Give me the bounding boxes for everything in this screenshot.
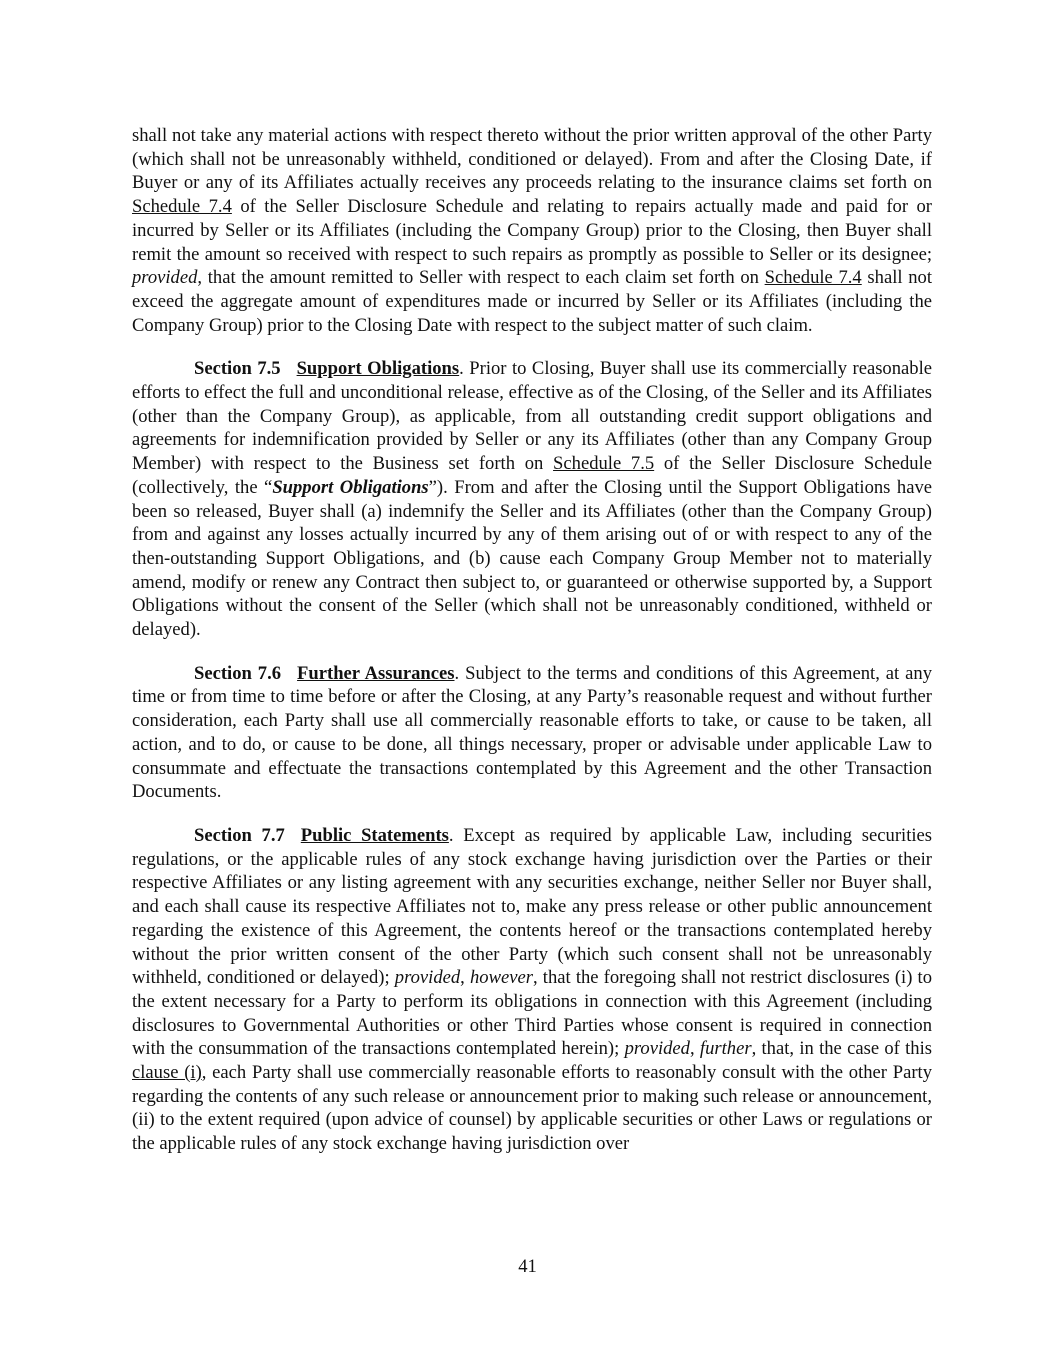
section-title: Support Obligations: [296, 358, 460, 380]
text: ,: [460, 967, 470, 989]
text: ,: [689, 1038, 700, 1060]
text: . Except as required by applicable Law, including securities regulations, or the applicable rules of any stock exchange having jurisdiction over the Parties or their respective Affiliates or any listing agreement with any securities exchange, neither Seller nor Buyer shall, and each shall cause its respective Affiliates not to, make any press release or other public announcement regarding the existence of this Agreement, the contents hereof or the transactions contemplated hereby without the prior written consent of the other Party (which such consent shall not be unreasonably withheld, conditioned or delayed);: [132, 824, 933, 989]
section-7-6-paragraph: [132, 662, 932, 804]
clause-reference: clause (i): [132, 1062, 202, 1084]
schedule-reference: Schedule 7.4: [764, 267, 862, 289]
text: shall not take any material actions with respect thereto without the prior written approval of the other Party (which shall not be unreasonably withheld, conditioned or delayed). From and after the Closing Date, if Buyer or any of its Affiliates actually receives any proceeds relating to the insurance claims set forth on: [132, 125, 932, 194]
schedule-reference: Schedule 7.4: [132, 196, 232, 218]
section-7-5-paragraph: [132, 357, 932, 641]
text: , that the amount remitted to Seller with respect to each claim set forth on: [197, 267, 765, 289]
text: of the Seller Disclosure Schedule and relating to repairs actually made and paid for or incurred by Seller or its Affiliates (including the Company Group) prior to the Closing, then Buyer shall remit the amount so received with respect to such repairs as promptly as possible to Seller or its designee;: [132, 196, 933, 265]
page-number: 41: [518, 1256, 537, 1277]
section-number: Section 7.5: [194, 358, 281, 380]
text: , each Party shall use commercially reasonable efforts to reasonably consult with the other Party regarding the contents of any such release or announcement prior to making such release or announcement, (ii) to the extent required (upon advice of counsel) by applicable securities or other Laws or regulations or the applicable rules of any stock exchange having jurisdiction over: [132, 1062, 933, 1155]
section-title: Further Assurances: [297, 662, 455, 684]
section-7-7-paragraph: [132, 824, 932, 1156]
provided-term: provided: [394, 967, 461, 989]
defined-term: Support Obligations: [272, 476, 429, 498]
text: ”). From and after the Closing until the Support Obligations have been so released, Buyer shall (a) indemnify the Seller and its Affiliates (other than the Company Group) from and against any losses actually incurred by any of them arising out of or with respect to any of the then-outstanding Support Obligations, and (b) cause each Company Group Member not to materially amend, modify or renew any Contract then subject to, or guaranteed or otherwise supported by, a Support Obligations without the consent of the Seller (which shall not be unreasonably conditioned, withheld or delayed).: [132, 476, 932, 641]
text: , that the foregoing shall not restrict disclosures (i) to the extent necessary for a Party to perform its obligations in connection with this Agreement (including disclosures to Governmental Authorities or other Third Parties whose consent is required in connection with the consummation of the transactions contemplated herein);: [132, 967, 933, 1060]
text: of the Seller Disclosure Schedule (collectively, the “: [132, 453, 933, 498]
section-title: Public Statements: [300, 824, 449, 846]
text: . Subject to the terms and conditions of this Agreement, at any time or from time to time before or after the Closing, at any Party’s reasonable request and without further consideration, each Party shall use all commercially reasonable efforts to take, or cause to be taken, all action, and to do, or cause to be done, all things necessary, proper or advisable under applicable Law to consummate and effectuate the transactions contemplated by this Agreement and the other Transaction Documents.: [132, 662, 933, 803]
continuation-paragraph: [132, 124, 932, 337]
text: shall not exceed the aggregate amount of expenditures made or incurred by Seller or its Affiliates (including the Company Group) prior to the Closing Date with respect to the subject matter of such claim.: [132, 267, 933, 336]
further-term: further: [699, 1038, 752, 1060]
however-term: however: [469, 967, 533, 989]
document-body: [132, 124, 932, 1176]
text: , that, in the case of this: [751, 1038, 932, 1060]
section-number: Section 7.6: [194, 662, 282, 684]
schedule-reference: Schedule 7.5: [553, 453, 655, 475]
provided-term: provided: [624, 1038, 690, 1060]
provided-term: provided: [132, 267, 198, 289]
section-number: Section 7.7: [194, 824, 285, 846]
text: . Prior to Closing, Buyer shall use its commercially reasonable efforts to effect the full and unconditional release, effective as of the Closing, of the Seller and its Affiliates (other than the Company Group), as applicable, from all outstanding credit support obligations and agreements for indemnification provided by Seller or any its Affiliates (other than any Company Group Member) with respect to the Business set forth on: [132, 358, 932, 475]
